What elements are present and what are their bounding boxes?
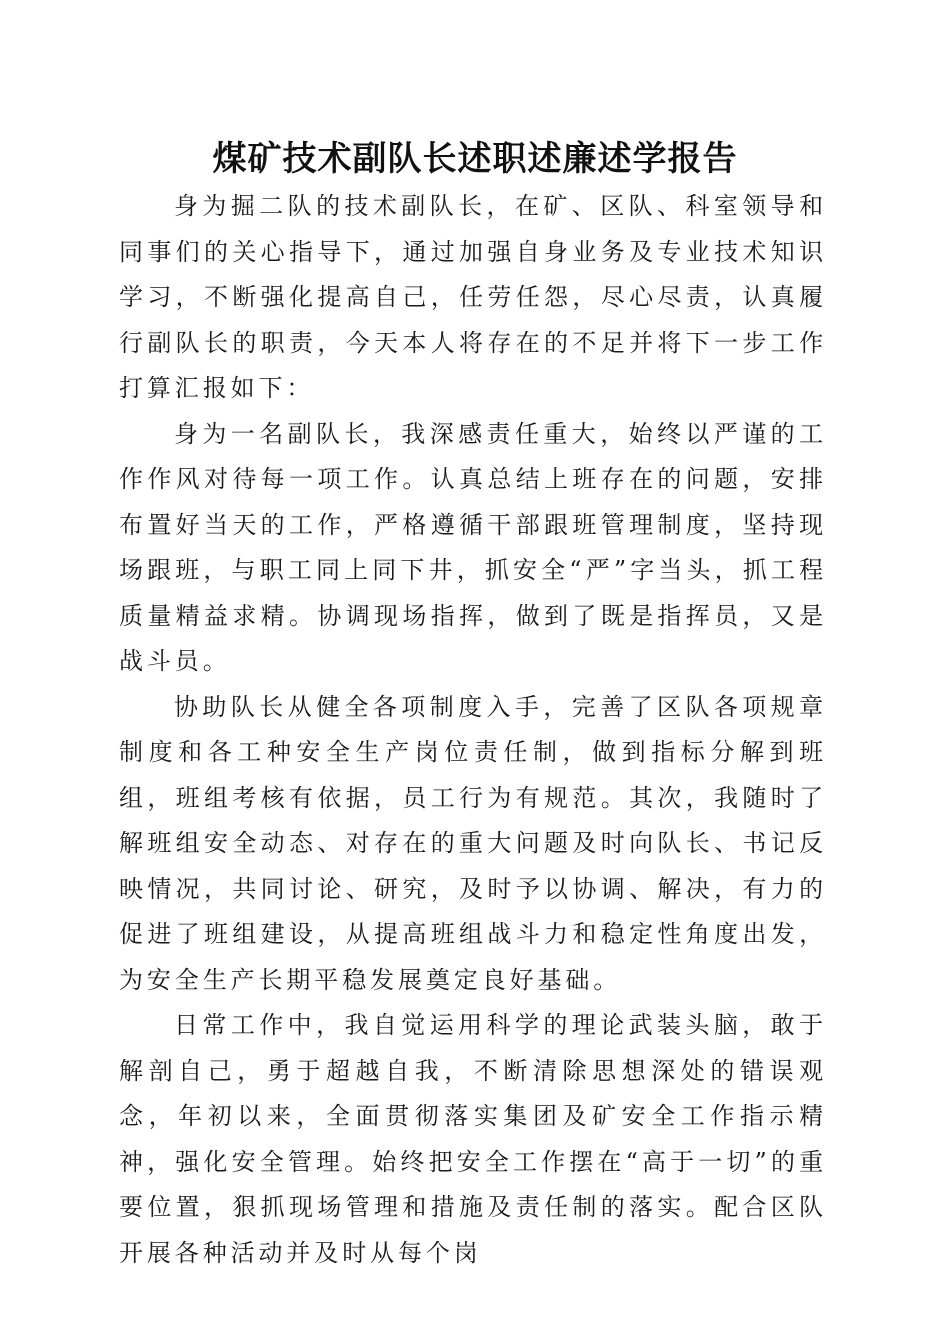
document-body [119,184,827,1276]
paragraph: 协助队长从健全各项制度入手，完善了区队各项规章制度和各工种安全生产岗位责任制，做到指标分解到班组，班组考核有依据，员工行为有规范。其次，我随时了解班组安全动态、对存在的重大问题及时向队长、书记反映情况，共同讨论、研究，及时予以协调、解决，有力的促进了班组建设，从提高班组战斗力和稳定性角度出发，为安全生产长期平稳发展奠定良好基础。 [119,692,827,994]
paragraph: 日常工作中，我自觉运用科学的理论武装头脑，敢于解剖自己，勇于超越自我，不断清除思想深处的错误观念，年初以来，全面贯彻落实集团及矿安全工作指示精神，强化安全管理。始终把安全工作摆在“高于一切”的重要位置，狠抓现场管理和措施及责任制的落实。配合区队开展各种活动并及时从每个岗 [119,1011,827,1267]
paragraph: 身为一名副队长，我深感责任重大，始终以严谨的工作作风对待每一项工作。认真总结上班存在的问题，安排布置好当天的工作，严格遵循干部跟班管理制度，坚持现场跟班，与职工同上同下井，抓安全“严”字当头，抓工程质量精益求精。协调现场指挥，做到了既是指挥员，又是战斗员。 [119,419,827,675]
document-title: 煤矿技术副队长述职述廉述学报告 [212,139,738,179]
paragraph: 身为掘二队的技术副队长，在矿、区队、科室领导和同事们的关心指导下，通过加强自身业务及专业技术知识学习，不断强化提高自己，任劳任怨，尽心尽责，认真履行副队长的职责，今天本人将存在的不足并将下一步工作打算汇报如下： [119,192,827,402]
